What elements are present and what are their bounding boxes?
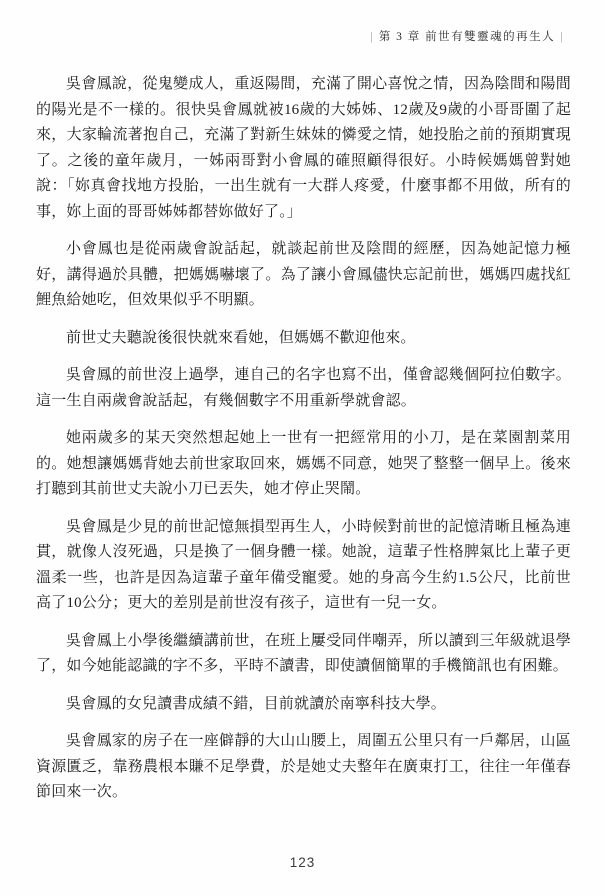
body-text: [36, 72, 571, 818]
paragraph-8: 吳會鳳的女兒讀書成績不錯，目前就讀於南寧科技大學。: [66, 695, 447, 712]
paragraph-1: 吳會鳳說，從鬼變成人，重返陽間，充滿了開心喜悅之情，因為陰間和陽間的陽光是不一樣的。很快吳會鳳就被16歲的大姊姊、12歲及9歲的小哥哥圍了起來，大家輪流著抱自己，充滿了對新生妹妹的憐愛之情，她投胎之前的預期實現了。之後的童年歲月，一姊兩哥對小會鳳的確照顧得很好。小時候媽媽曾對她說：「妳真會找地方投胎，一出生就有一大群人疼愛，什麼事都不用做，所有的事，妳上面的哥哥姊姊都替妳做好了。」: [36, 76, 571, 220]
chapter-header: [365, 28, 569, 44]
chapter-title: 第 3 章 前世有雙靈魂的再生人: [378, 31, 556, 43]
paragraph-7: 吳會鳳上小學後繼續講前世，在班上屢受同伴嘲弄，所以讀到三年級就退學了，如今她能認識的字不多，平時不讀書，即使讀個簡單的手機簡訊也有困難。: [36, 632, 571, 674]
paragraph-3: 前世丈夫聽說後很快就來看她，但媽媽不歡迎他來。: [66, 329, 416, 346]
paragraph-5: 她兩歲多的某天突然想起她上一世有一把經常用的小刀，是在菜園割菜用的。她想讓媽媽背她去前世家取回來，媽媽不同意，她哭了整整一個早上。後來打聽到其前世丈夫說小刀已丟失，她才停止哭鬧。: [36, 430, 571, 497]
paragraph-2: 小會鳳也是從兩歲會說話起，就談起前世及陰間的經歷，因為她記憶力極好，講得過於具體，把媽媽嚇壞了。為了讓小會鳳儘快忘記前世，媽媽四處找紅鯉魚給她吃，但效果似乎不明顯。: [36, 241, 571, 308]
paragraph-9: 吳會鳳家的房子在一座僻靜的大山山腰上，周圍五公里只有一戶鄰居，山區資源匱乏，靠務農根本賺不足學費，於是她丈夫整年在廣東打工，往往一年僅春節回來一次。: [36, 733, 571, 800]
paragraph-4: 吳會鳳的前世沒上過學，連自己的名字也寫不出，僅會認幾個阿拉伯數字。這一生自兩歲會說話起，有幾個數字不用重新學就會認。: [36, 367, 571, 409]
paragraph-6: 吳會鳳是少見的前世記憶無損型再生人，小時候對前世的記憶清晰且極為連貫，就像人沒死過，只是換了一個身體一樣。她說，這輩子性格脾氣比上輩子更溫柔一些，也許是因為這輩子童年備受寵愛。她的身高今生約1.5公尺，比前世高了10公分；更大的差別是前世沒有孩子，這世有一兒一女。: [36, 518, 571, 611]
header-right-bar: |: [560, 31, 564, 43]
header-left-bar: |: [370, 31, 374, 43]
page-number: 123: [289, 855, 316, 870]
